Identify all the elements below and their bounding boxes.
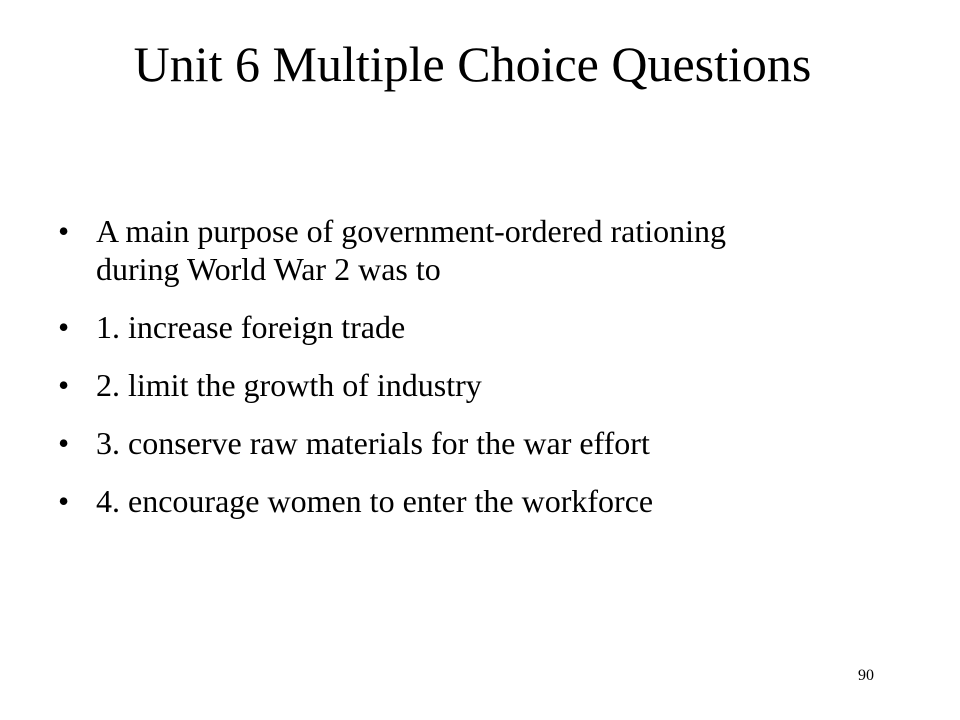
answer-option-4 — [58, 482, 918, 520]
bullet-icon: • — [58, 213, 70, 249]
answer-option-text: 4. encourage women to enter the workforce — [96, 483, 654, 519]
answer-option-text: 3. conserve raw materials for the war effort — [96, 425, 650, 461]
answer-option-1 — [58, 308, 918, 346]
bullet-icon: • — [58, 367, 70, 403]
answer-option-2 — [58, 366, 918, 404]
answer-option-text: 1. increase foreign trade — [96, 309, 406, 345]
bullet-icon: • — [58, 309, 70, 345]
question-text: A main purpose of government-ordered rationing during World War 2 was to — [96, 213, 727, 287]
question-list — [58, 212, 918, 540]
page-number: 90 — [858, 667, 874, 684]
question-item — [58, 212, 918, 288]
bullet-icon: • — [58, 425, 70, 461]
answer-option-3 — [58, 424, 918, 462]
answer-option-text: 2. limit the growth of industry — [96, 367, 482, 403]
slide-title: Unit 6 Multiple Choice Questions — [133, 36, 812, 92]
bullet-icon: • — [58, 483, 70, 519]
